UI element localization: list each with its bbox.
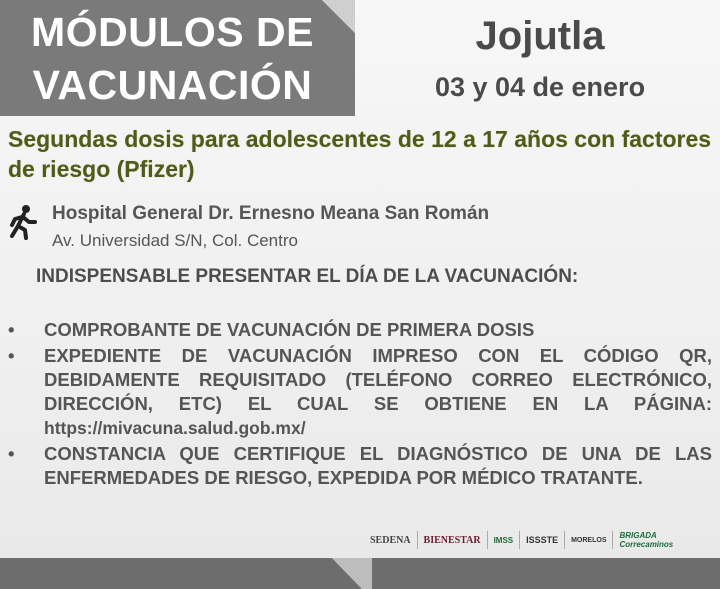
- bottom-band: [0, 558, 720, 589]
- logo-divider: [417, 531, 418, 549]
- city-name: Jojutla: [475, 14, 605, 58]
- main-title: [0, 6, 345, 112]
- vaccine-website-link[interactable]: https://mivacuna.salud.gob.mx/: [44, 418, 306, 438]
- list-item: [6, 344, 712, 440]
- list-item-text: COMPROBANTE DE VACUNACIÓN DE PRIMERA DOSIS: [44, 319, 535, 340]
- list-item: [6, 318, 712, 342]
- sedena-logo: SEDENA: [370, 534, 411, 546]
- hospital-address: Av. Universidad S/N, Col. Centro: [52, 231, 298, 250]
- list-item-text: EXPEDIENTE DE VACUNACIÓN IMPRESO CON EL CÓDIGO QR, DEBIDAMENTE REQUISITADO (TELÉFONO CORREO ELECTRÓNICO, DIRECCIÓN, ETC) EL CUAL SE OBTIENE EN LA PÁGINA:: [44, 345, 712, 414]
- logo-divider: [564, 531, 565, 549]
- requirements-list: [6, 318, 712, 492]
- main-title-line1: MÓDULOS DE: [31, 9, 314, 55]
- imss-logo: IMSS: [493, 535, 514, 545]
- logo-divider: [612, 531, 613, 549]
- requirements-title: INDISPENSABLE PRESENTAR EL DÍA DE LA VACUNACIÓN:: [36, 266, 579, 287]
- issste-logo: ISSSTE: [526, 535, 559, 545]
- event-dates: 03 y 04 de enero: [434, 72, 646, 102]
- bullet: •: [8, 443, 15, 464]
- bullet: •: [8, 345, 15, 366]
- logo-divider: [487, 531, 488, 549]
- bullet: •: [8, 319, 15, 340]
- sponsor-logos: [370, 527, 710, 553]
- main-title-line2: VACUNACIÓN: [32, 62, 313, 108]
- list-item: [6, 442, 712, 490]
- title-box: [0, 0, 355, 116]
- bienestar-logo: BIENESTAR: [423, 534, 481, 546]
- logo-divider: [519, 531, 520, 549]
- brigada-correcaminos-logo: BRIGADA Correcaminos: [619, 531, 674, 549]
- morelos-logo: MORELOS: [571, 536, 607, 544]
- walking-person-icon: [4, 204, 38, 245]
- hospital-name: Hospital General Dr. Ernesno Meana San Román: [52, 203, 490, 224]
- list-item-text: CONSTANCIA QUE CERTIFIQUE EL DIAGNÓSTICO DE UNA DE LAS ENFERMEDADES DE RIESGO, EXPEDIDA POR MÉDICO TRATANTE.: [44, 443, 712, 488]
- subtitle: Segundas dosis para adolescentes de 12 a 17 años con factores de riesgo (Pfizer): [8, 126, 712, 182]
